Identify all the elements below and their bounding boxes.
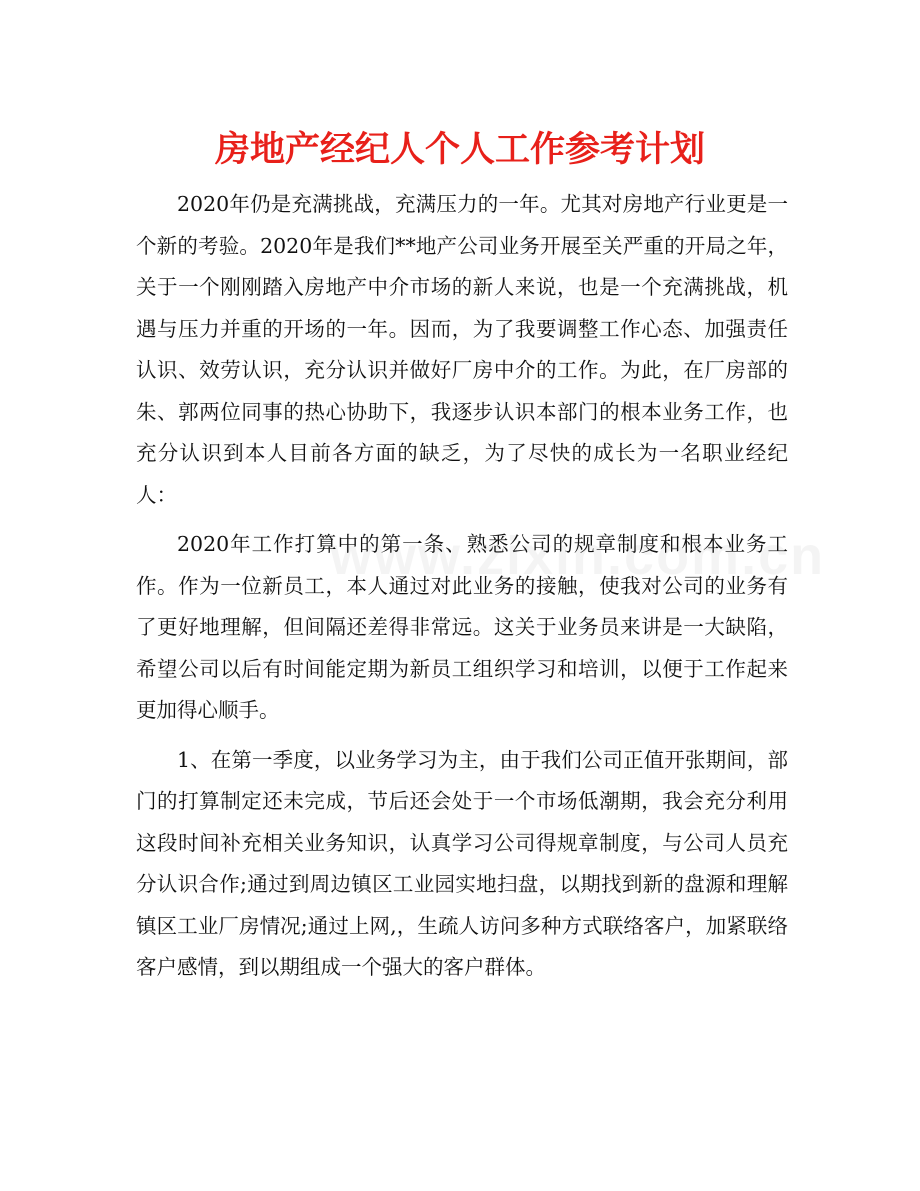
paragraph-plan-item-1: 2020年工作打算中的第一条、熟悉公司的规章制度和根本业务工作。作为一位新员工，本人通过对此业务的接触，使我对公司的业务有了更好地理解，但间隔还差得非常远。这关于业务员来讲是一大缺陷，希望公司以后有时间能定期为新员工组织学习和培训，以便于工作起来更加得心顺手。	[136, 532, 788, 722]
paragraph-first-quarter: 1、在第一季度，以业务学习为主，由于我们公司正值开张期间，部门的打算制定还未完成，节后还会处于一个市场低潮期，我会充分利用这段时间补充相关业务知识，认真学习公司得规章制度，与公司人员充分认识合作;通过到周边镇区工业园实地扫盘，以期找到新的盘源和理解镇区工业厂房情况;通过上网,，生疏人访问多种方式联络客户，加紧联络客户感情，到以期组成一个强大的客户群体。	[136, 747, 788, 979]
paragraph-intro: 2020年仍是充满挑战，充满压力的一年。尤其对房地产行业更是一个新的考验。2020年是我们**地产公司业务开展至关严重的开局之年，关于一个刚刚踏入房地产中介市场的新人来说，也是一个充满挑战，机遇与压力并重的开场的一年。因而，为了我要调整工作心态、加强责任认识、效劳认识，充分认识并做好厂房中介的工作。为此，在厂房部的朱、郭两位同事的热心协助下，我逐步认识本部门的根本业务工作，也充分认识到本人目前各方面的缺乏，为了尽快的成长为一名职业经纪人：	[136, 192, 788, 507]
document-title: 房地产经纪人个人工作参考计划	[214, 129, 705, 170]
document-body	[136, 184, 788, 997]
